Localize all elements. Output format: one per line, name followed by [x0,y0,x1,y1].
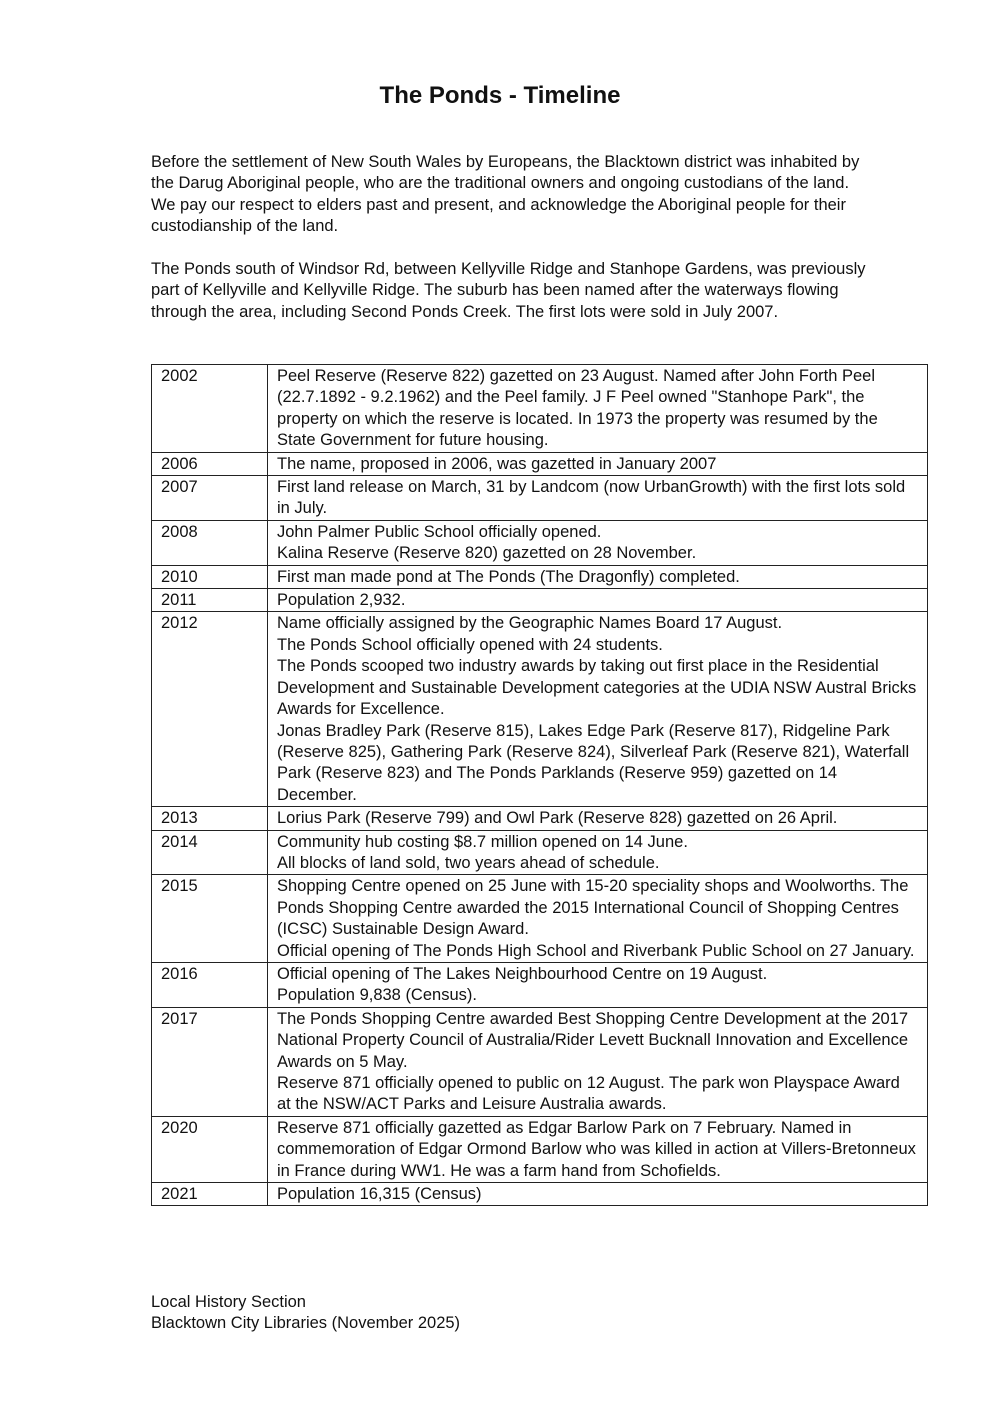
table-row [152,452,928,475]
events-cell [268,962,928,1007]
year-cell: 2017 [152,1007,268,1116]
events-cell [268,589,928,612]
events-cell [268,1183,928,1206]
event-text: The Ponds Shopping Centre awarded Best Shopping Centre Development at the 2017 National Property Council of Australia/Rider Levett Bucknall Innovation and Excellence Awards on 5 May. [277,1009,909,1071]
table-row [152,365,928,453]
footer-organisation-date: Blacktown City Libraries (November 2025) [151,1314,461,1333]
events-cell [268,565,928,588]
table-row [152,1183,928,1206]
event-text: First land release on March, 31 by Landcom (now UrbanGrowth) with the first lots sold in July. [277,478,906,518]
event-text: Reserve 871 officially opened to public on 12 August. The park won Playspace Award at the NSW/ACT Parks and Leisure Australia awards. [277,1074,900,1114]
year-cell: 2006 [152,452,268,475]
intro-paragraph-suburb-history: The Ponds south of Windsor Rd, between Kellyville Ridge and Stanhope Gardens, was previously part of Kellyville and Kellyville Ridge. The suburb has been named after the waterways flowing through the area, including Second Ponds Creek. The first lots were sold in July 2007. [151,260,866,321]
timeline-table [151,364,928,1206]
footer-section-name: Local History Section [151,1293,306,1311]
event-text: First man made pond at The Ponds (The Dragonfly) completed. [277,567,740,586]
events-cell [268,476,928,521]
event-text: Peel Reserve (Reserve 822) gazetted on 23 August. Named after John Forth Peel (22.7.1892 - 9.2.1962) and the Peel family. J F Peel owned "Stanhope Park", the property on which the reserve is located. In 1973 the property was resumed by the State Government for future housing. [277,367,878,450]
table-row [152,612,928,807]
event-text: The name, proposed in 2006, was gazetted in January 2007 [277,454,717,473]
events-cell [268,612,928,807]
table-row [152,962,928,1007]
event-text: The Ponds scooped two industry awards by taking out first place in the Residential Development and Sustainable Development categories at the UDIA NSW Austral Bricks Awards for Excellence. [277,657,917,719]
year-cell: 2012 [152,612,268,807]
year-cell: 2007 [152,476,268,521]
year-cell: 2020 [152,1116,268,1182]
event-text: Official opening of The Ponds High School and Riverbank Public School on 27 January. [277,941,915,960]
year-cell: 2015 [152,875,268,963]
timeline-body [152,365,928,1206]
year-cell: 2014 [152,830,268,875]
year-cell: 2002 [152,365,268,453]
event-text: John Palmer Public School officially opened. [277,522,602,541]
table-row [152,1116,928,1182]
event-text: Community hub costing $8.7 million opened on 14 June. [277,832,688,851]
year-cell: 2013 [152,807,268,830]
event-text: Lorius Park (Reserve 799) and Owl Park (Reserve 828) gazetted on 26 April. [277,809,838,828]
page-title: The Ponds - Timeline [379,82,621,109]
table-row [152,875,928,963]
table-row [152,830,928,875]
table-row [152,807,928,830]
table-row [152,520,928,565]
event-text: Shopping Centre opened on 25 June with 15-20 speciality shops and Woolworths. The Ponds Shopping Centre awarded the 2015 International Council of Shopping Centres (ICSC) Sustainable Design Award. [277,877,909,939]
events-cell [268,1116,928,1182]
year-cell: 2016 [152,962,268,1007]
event-text: Population 16,315 (Census) [277,1185,482,1204]
event-text: Population 2,932. [277,591,406,610]
event-text: The Ponds School officially opened with 24 students. [277,635,663,654]
year-cell: 2021 [152,1183,268,1206]
event-text: Name officially assigned by the Geographic Names Board 17 August. [277,614,783,633]
footer [151,1292,460,1335]
event-text: Kalina Reserve (Reserve 820) gazetted on 28 November. [277,544,697,563]
table-row [152,476,928,521]
event-text: Jonas Bradley Park (Reserve 815), Lakes Edge Park (Reserve 817), Ridgeline Park (Reserve 825), Gathering Park (Reserve 824), Silverleaf Park (Reserve 821), Waterfall Park (Reserve 823) and The Ponds Parklands (Reserve 959) gazetted on 14 December. [277,721,910,804]
events-cell [268,875,928,963]
event-text: Reserve 871 officially gazetted as Edgar Barlow Park on 7 February. Named in commemoration of Edgar Ormond Barlow who was killed in action at Villers-Bretonneux in France during WW1. He was a farm hand from Schofields. [277,1118,916,1180]
events-cell [268,452,928,475]
event-text: Official opening of The Lakes Neighbourhood Centre on 19 August. [277,964,768,983]
year-cell: 2011 [152,589,268,612]
events-cell [268,1007,928,1116]
table-row [152,1007,928,1116]
intro-paragraph-acknowledgement: Before the settlement of New South Wales by Europeans, the Blacktown district was inhabited by the Darug Aboriginal people, who are the traditional owners and ongoing custodians of the land. We pay our respect to elders past and present, and acknowledge the Aboriginal people for their custodianship of the land. [151,153,860,236]
year-cell: 2008 [152,520,268,565]
table-row [152,589,928,612]
events-cell [268,807,928,830]
events-cell [268,520,928,565]
event-text: All blocks of land sold, two years ahead of schedule. [277,853,660,872]
table-row [152,565,928,588]
event-text: Population 9,838 (Census). [277,986,477,1005]
events-cell [268,365,928,453]
year-cell: 2010 [152,565,268,588]
events-cell [268,830,928,875]
